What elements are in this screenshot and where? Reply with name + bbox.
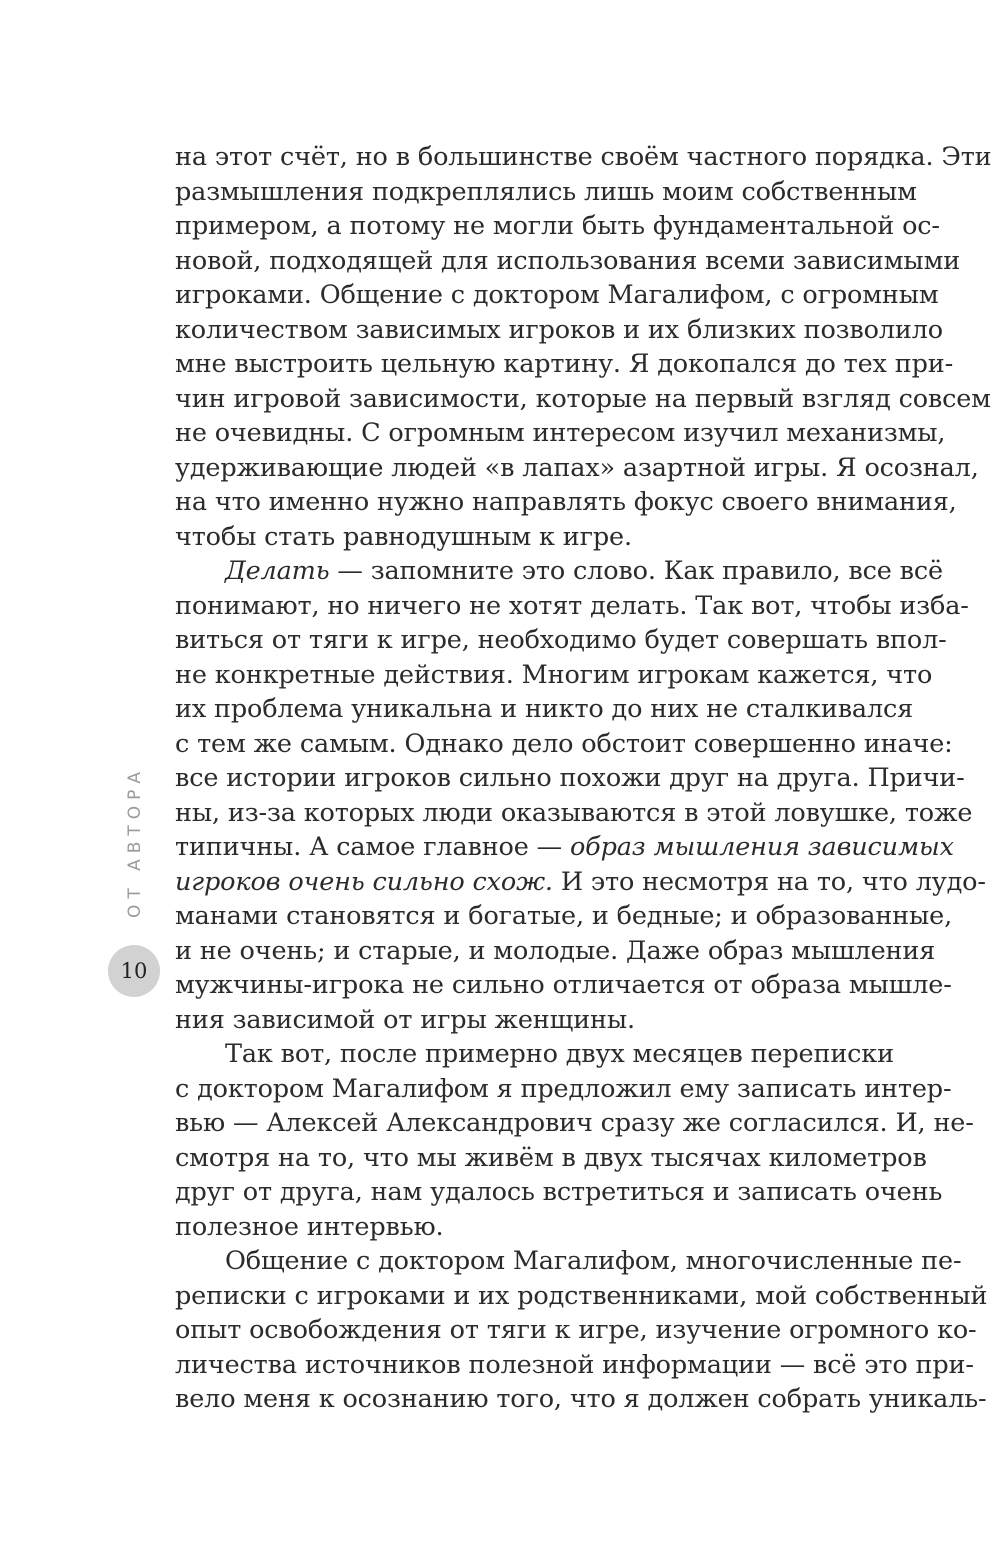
text-line: полезное интервью. [175, 1212, 444, 1242]
text-line: Так вот, после примерно двух месяцев переписки [225, 1039, 894, 1069]
text-line: и не очень; и старые, и молодые. Даже образ мышления [175, 936, 936, 966]
text-line: размышления подкреплялись лишь моим собственным [175, 177, 917, 207]
page-number: 10 [120, 959, 148, 983]
text-line: чин игровой зависимости, которые на первый взгляд совсем [175, 384, 991, 414]
line-text: И это несмотря на то, что лудо- [552, 867, 986, 897]
text-line: мужчины-игрока не сильно отличается от образа мышле- [175, 970, 952, 1000]
text-line: не очевидны. С огромным интересом изучил механизмы, [175, 418, 946, 448]
italic-text: игроков очень сильно схож. [175, 867, 553, 897]
text-line: с тем же самым. Однако дело обстоит совершенно иначе: [175, 729, 953, 759]
text-line: вело меня к осознанию того, что я должен собрать уникаль- [175, 1384, 987, 1414]
text-line: опыт освобождения от тяги к игре, изучение огромного ко- [175, 1315, 977, 1345]
text-line: ния зависимой от игры женщины. [175, 1005, 636, 1035]
text-line: личества источников полезной информации — всё это при- [175, 1350, 974, 1380]
text-line [175, 865, 986, 900]
text-line: смотря на то, что мы живём в двух тысячах километров [175, 1143, 927, 1173]
text-line [225, 554, 943, 589]
text-line: виться от тяги к игре, необходимо будет совершать впол- [175, 625, 947, 655]
text-line: вью — Алексей Александрович сразу же согласился. И, не- [175, 1108, 974, 1138]
text-line: игроками. Общение с доктором Магалифом, с огромным [175, 280, 939, 310]
line-text: типичны. А самое главное — [175, 832, 570, 862]
text-line: на что именно нужно направлять фокус своего внимания, [175, 487, 957, 517]
text-line: удерживающие людей «в лапах» азартной игры. Я осознал, [175, 453, 979, 483]
text-line: их проблема уникальна и никто до них не сталкивался [175, 694, 914, 724]
text-line: друг от друга, нам удалось встретиться и записать очень [175, 1177, 943, 1207]
text-line: на этот счёт, но в большинстве своём частного порядка. Эти [175, 142, 992, 172]
text-line: новой, подходящей для использования всеми зависимыми [175, 246, 961, 276]
side-section-label: ОТ АВТОРА [125, 765, 145, 919]
line-text: — запомните это слово. Как правило, все всё [329, 556, 943, 586]
text-line: количеством зависимых игроков и их близких позволило [175, 315, 943, 345]
text-line: реписки с игроками и их родственниками, мой собственный [175, 1281, 988, 1311]
italic-text: образ мышления зависимых [569, 832, 954, 862]
text-line: мне выстроить цельную картину. Я докопался до тех при- [175, 349, 954, 379]
text-line: с доктором Магалифом я предложил ему записать интер- [175, 1074, 952, 1104]
page-number-badge [108, 945, 160, 997]
text-line: Общение с доктором Магалифом, многочисленные пе- [225, 1246, 962, 1276]
text-line: манами становятся и богатые, и бедные; и образованные, [175, 901, 953, 931]
italic-text: Делать [225, 556, 330, 586]
text-line: чтобы стать равнодушным к игре. [175, 522, 632, 552]
text-line: не конкретные действия. Многим игрокам кажется, что [175, 660, 933, 690]
text-line: все истории игроков сильно похожи друг на друга. Причи- [175, 763, 965, 793]
text-line: ны, из-за которых люди оказываются в этой ловушке, тоже [175, 798, 973, 828]
text-line [175, 830, 954, 865]
text-line: примером, а потому не могли быть фундаментальной ос- [175, 211, 940, 241]
text-line: понимают, но ничего не хотят делать. Так вот, чтобы изба- [175, 591, 969, 621]
